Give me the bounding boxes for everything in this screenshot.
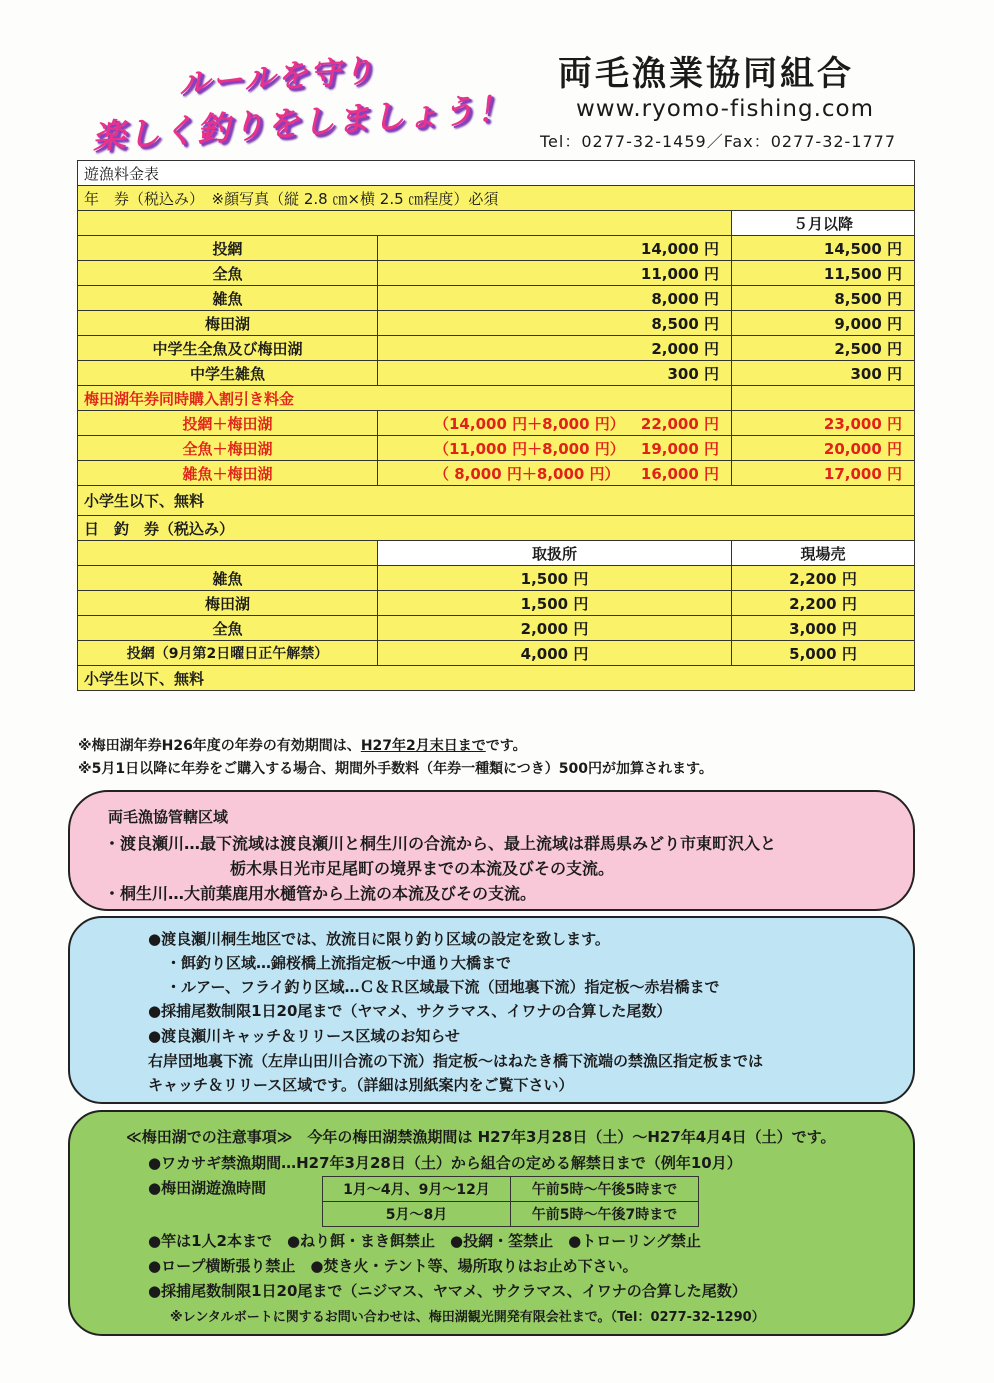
note-validity-date: H27年2月末日まで: [360, 738, 486, 754]
row-dealer-price: 4,000 円: [378, 641, 732, 666]
row-name: 中学生雑魚: [78, 361, 378, 386]
dealer-header: 取扱所: [378, 541, 732, 566]
hours-time: 午前5時～午後7時まで: [511, 1202, 699, 1227]
table-row: [78, 236, 915, 261]
jurisdiction-line-1: ・渡良瀬川…最下流域は渡良瀬川と桐生川の合流から、最上流域は群馬県みどり市東町沢入と: [104, 834, 777, 853]
umeda-line-3: ●竿は1人2本まで ●ねり餌・まき餌禁止 ●投網・筌禁止 ●トローリング禁止: [148, 1232, 701, 1250]
onsite-header: 現場売: [732, 541, 915, 566]
row-dealer-price: 2,000 円: [378, 616, 732, 641]
slogan-line-2: 楽しく釣りをしましょう！: [90, 88, 513, 157]
daily-header: 日 釣 券（税込み）: [78, 516, 915, 541]
website-link[interactable]: www.ryomo-fishing.com: [576, 96, 875, 122]
row-price-may: 20,000 円: [732, 436, 915, 461]
umeda-line-6: ※レンタルボートに関するお問い合わせは、梅田湖観光開発有限会社まで。（Tel：0277-32-1290）: [170, 1310, 765, 1325]
row-name: 投網: [78, 236, 378, 261]
row-price: 300 円: [378, 361, 732, 386]
watarase-line-4: ●採捕尾数制限1日20尾まで（ヤマメ、サクラマス、イワナの合算した尾数）: [148, 1002, 672, 1020]
row-price: 11,000 円: [378, 261, 732, 286]
row-name: 投網（9月第2日曜日正午解禁）: [78, 641, 378, 666]
row-price-may: 17,000 円: [732, 461, 915, 486]
row-onsite-price: 3,000 円: [732, 616, 915, 641]
hours-period: 1月～4月、9月～12月: [323, 1177, 511, 1202]
jurisdiction-title: 両毛漁協管轄区域: [108, 808, 229, 826]
table-row: [78, 261, 915, 286]
note-validity-suffix: です。: [485, 738, 527, 754]
row-name: 雑魚: [78, 566, 378, 591]
row-price: [378, 436, 732, 461]
row-price: 8,000 円: [378, 286, 732, 311]
discount-header: 梅田湖年券同時購入割引き料金: [78, 386, 732, 411]
row-price-may: 23,000 円: [732, 411, 915, 436]
after-may-header: ５月以降: [732, 211, 915, 236]
row-price-may: 300 円: [732, 361, 915, 386]
table-row: [78, 311, 915, 336]
row-price: [378, 461, 732, 486]
row-onsite-price: 2,200 円: [732, 566, 915, 591]
table-row: [78, 286, 915, 311]
row-breakdown: （11,000 円＋8,000 円）: [434, 439, 625, 458]
row-breakdown: （14,000 円＋8,000 円）: [434, 414, 625, 433]
row-breakdown: （ 8,000 円＋8,000 円）: [434, 464, 620, 483]
slogan-line-1: ルールを守り: [177, 52, 377, 103]
note-surcharge: ※5月1日以降に年券をご購入する場合、期間外手数料（年券一種類につき）500円が加算されます。: [78, 761, 713, 777]
row-price: 8,500 円: [378, 311, 732, 336]
note-validity: [78, 735, 713, 758]
watarase-line-1: ●渡良瀬川桐生地区では、放流日に限り釣り区域の設定を致します。: [148, 930, 610, 948]
watarase-line-7: キャッチ＆リリース区域です。（詳細は別紙案内をご覧下さい）: [148, 1076, 574, 1094]
table-row: [78, 361, 915, 386]
row-name: 投網＋梅田湖: [78, 411, 378, 436]
row-price: [378, 411, 732, 436]
row-name: 全魚: [78, 616, 378, 641]
table-row: [78, 411, 915, 436]
child-free-note-2: 小学生以下、無料: [78, 666, 915, 691]
row-name: 梅田湖: [78, 591, 378, 616]
daily-col-blank: [78, 541, 378, 566]
watarase-line-2: ・餌釣り区域…錦桜橋上流指定板～中通り大橋まで: [166, 954, 512, 972]
annual-col-blank: [78, 211, 732, 236]
row-price-may: 14,500 円: [732, 236, 915, 261]
note-validity-prefix: ※梅田湖年券H26年度の年券の有効期間は、: [78, 738, 361, 754]
hours-period: 5月～8月: [323, 1202, 511, 1227]
table-row: [78, 566, 915, 591]
jurisdiction-line-3: ・桐生川…大前葉鹿用水樋管から上流の本流及びその支流。: [104, 884, 537, 903]
org-name: 両毛漁業協同組合: [558, 54, 854, 94]
table-row: [78, 436, 915, 461]
table-row: [323, 1177, 699, 1202]
row-name: 雑魚＋梅田湖: [78, 461, 378, 486]
row-dealer-price: 1,500 円: [378, 566, 732, 591]
umeda-line-5: ●採捕尾数制限1日20尾まで（ニジマス、ヤマメ、サクラマス、イワナの合算した尾数）: [148, 1282, 747, 1300]
row-name: 雑魚: [78, 286, 378, 311]
jurisdiction-box: [68, 790, 915, 911]
table-row: [78, 461, 915, 486]
row-dealer-price: 1,500 円: [378, 591, 732, 616]
child-free-note: 小学生以下、無料: [78, 486, 915, 516]
umeda-line-1: ●ワカサギ禁漁期間…H27年3月28日（土）から組合の定める解禁日まで（例年10月）: [148, 1154, 742, 1172]
row-name: 中学生全魚及び梅田湖: [78, 336, 378, 361]
tel-fax: Tel：0277-32-1459／Fax：0277-32-1777: [540, 132, 897, 151]
row-price-may: 8,500 円: [732, 286, 915, 311]
row-onsite-price: 5,000 円: [732, 641, 915, 666]
table-row: [78, 591, 915, 616]
row-price-value: 16,000 円: [640, 464, 719, 483]
watarase-box: [68, 916, 915, 1104]
watarase-line-6: 右岸団地裏下流（左岸山田川合流の下流）指定板～はねたき橋下流端の禁漁区指定板までは: [148, 1052, 764, 1070]
row-name: 全魚: [78, 261, 378, 286]
row-price-may: 2,500 円: [732, 336, 915, 361]
table-row: [78, 641, 915, 666]
slogan: [87, 35, 513, 158]
row-price: 2,000 円: [378, 336, 732, 361]
fee-table: [77, 160, 915, 691]
row-price-value: 19,000 円: [640, 439, 719, 458]
row-name: 全魚＋梅田湖: [78, 436, 378, 461]
fee-notes: [78, 735, 713, 781]
row-price-may: 9,000 円: [732, 311, 915, 336]
row-name: 梅田湖: [78, 311, 378, 336]
table-row: [78, 616, 915, 641]
row-price-value: 22,000 円: [640, 414, 719, 433]
annual-header: 年 券（税込み） ※顔写真（縦 2.8 ㎝×横 2.5 ㎝程度）必須: [78, 186, 915, 211]
table-row: [78, 336, 915, 361]
discount-header-blank: [732, 386, 915, 411]
fee-table-title: 遊漁料金表: [78, 161, 915, 186]
row-price: 14,000 円: [378, 236, 732, 261]
watarase-line-3: ・ルアー、フライ釣り区域…Ｃ＆Ｒ区域最下流（団地裏下流）指定板～赤岩橋まで: [166, 978, 720, 996]
umeda-hours-label: ●梅田湖遊漁時間: [148, 1179, 267, 1197]
hours-time: 午前5時～午後5時まで: [511, 1177, 699, 1202]
jurisdiction-line-2: 栃木県日光市足尾町の境界までの本流及びその支流。: [230, 859, 615, 878]
table-row: [323, 1202, 699, 1227]
row-onsite-price: 2,200 円: [732, 591, 915, 616]
row-price-may: 11,500 円: [732, 261, 915, 286]
umeda-title: ≪梅田湖での注意事項≫ 今年の梅田湖禁漁期間は H27年3月28日（土）～H27年4月4日（土）です。: [126, 1128, 836, 1146]
umeda-line-4: ●ロープ横断張り禁止 ●焚き火・テント等、場所取りはお止め下さい。: [148, 1257, 638, 1275]
umeda-hours-table: [322, 1176, 699, 1227]
watarase-line-5: ●渡良瀬川キャッチ＆リリース区域のお知らせ: [148, 1027, 460, 1045]
